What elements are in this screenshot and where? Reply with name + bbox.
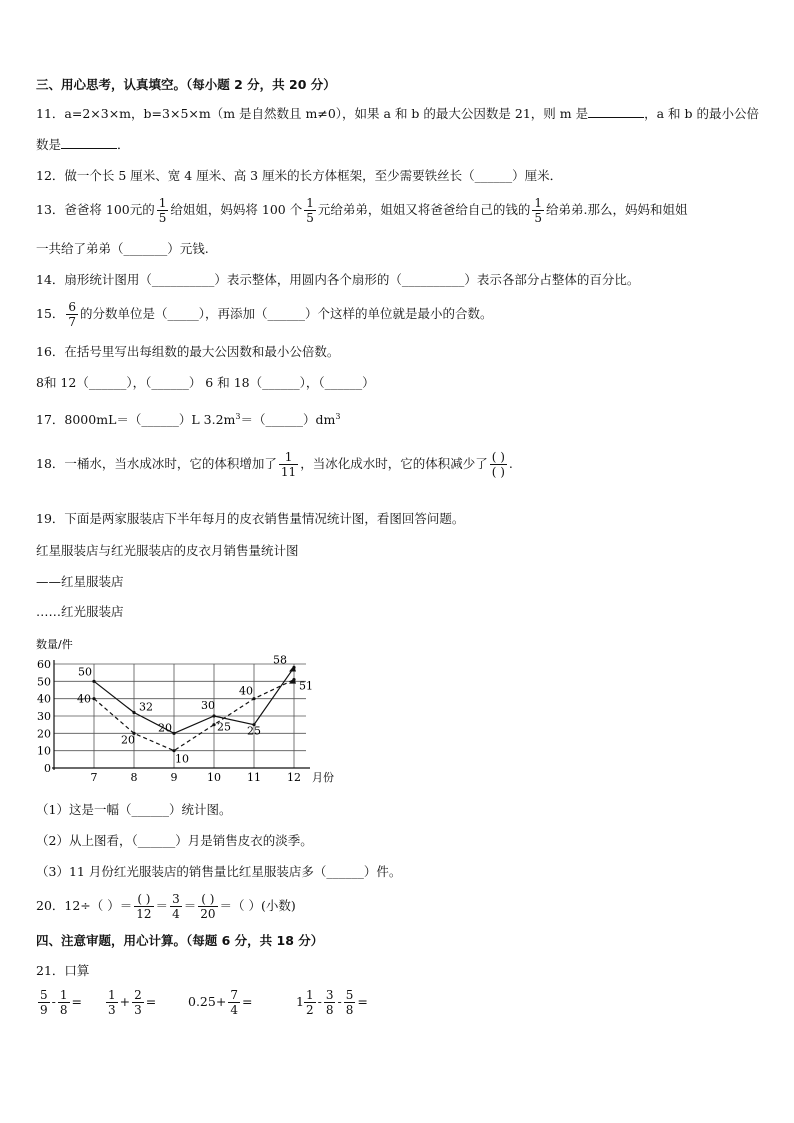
data-point xyxy=(212,723,215,726)
answer-fraction-blank[interactable]: $\frac{( )}{12}$ xyxy=(136,892,152,921)
data-point xyxy=(92,680,95,683)
q13-text-c: 元给弟弟，姐姐又将爸爸给自己的钱的 xyxy=(317,202,531,217)
q17-sup-2: 3 xyxy=(335,412,341,421)
answer-blank[interactable] xyxy=(61,134,117,149)
fraction: $\frac{1}{5}$ xyxy=(306,196,314,225)
q13-text-b: 给姐姐，妈妈将 100 个 xyxy=(170,202,303,217)
q17-text-a: 17．8000mL＝（______）L 3.2m xyxy=(36,412,236,427)
fraction: $\frac{6}{7}$ xyxy=(68,300,77,329)
section4-heading: 四、注意审题，用心计算。（每题 6 分，共 18 分） xyxy=(36,933,324,948)
question-13-line1 xyxy=(36,196,687,225)
q11-text-d: ． xyxy=(117,137,130,152)
x-tick-label: 11 xyxy=(247,771,261,784)
fraction: $\frac{1}{5}$ xyxy=(534,196,542,225)
q20-text-a: 20．12÷（ ）＝ xyxy=(36,898,133,913)
data-point xyxy=(172,732,175,735)
fraction: $\frac{5}{8}$ xyxy=(345,988,354,1017)
q17-sup-1: 3 xyxy=(235,412,241,421)
data-point xyxy=(132,711,135,714)
question-14: 14．扇形统计图用（__________）表示整体，用圆内各个扇形的（__________）表示各部分占整体的百分比。 xyxy=(36,272,640,287)
answer-fraction-blank[interactable]: $\frac{( )}{( )}$ xyxy=(491,450,505,479)
answer-fraction-blank[interactable]: $\frac{( )}{20}$ xyxy=(200,892,216,921)
fraction: $\frac{5}{9}$ xyxy=(40,988,48,1017)
data-label: 25 xyxy=(247,724,261,738)
data-label: 10 xyxy=(175,752,189,766)
data-label: 30 xyxy=(201,699,215,712)
question-18 xyxy=(36,450,513,479)
fraction: $\frac{1}{3}$ xyxy=(108,988,116,1017)
oral-calc-4: 1 $\frac{1}{2}$ - $\frac{3}{8}$ - $\frac{5}{8}$ = xyxy=(296,988,368,1017)
equals-sign: ＝ xyxy=(183,898,197,913)
question-13-line2: 一共给了弟弟（_______）元钱. xyxy=(36,241,209,256)
q15-prefix: 15． xyxy=(36,306,65,321)
q13-text-a: 13．爸爸将 100元的 xyxy=(36,202,155,217)
q13-text-d: 给弟弟.那么，妈妈和姐姐 xyxy=(546,202,688,217)
fraction: $\frac{7}{4}$ xyxy=(230,988,238,1017)
section3-heading: 三、用心思考，认真填空。（每小题 2 分，共 20 分） xyxy=(36,77,336,92)
legend-red-light: ……红光服装店 xyxy=(36,604,124,619)
data-label: 51 xyxy=(299,679,313,693)
fraction: $\frac{1}{11}$ xyxy=(280,450,297,479)
data-point xyxy=(92,697,95,700)
data-label: 50 xyxy=(78,665,92,679)
question-20 xyxy=(36,892,296,921)
data-label: 20 xyxy=(121,733,135,747)
y-tick-label: 10 xyxy=(37,744,51,758)
x-tick-label: 9 xyxy=(170,771,178,784)
chart-title: 红星服装店与红光服装店的皮衣月销售量统计图 xyxy=(36,543,299,558)
data-label: 40 xyxy=(239,684,253,698)
data-label: 32 xyxy=(139,700,153,714)
y-tick-label: 50 xyxy=(37,675,51,689)
fraction: $\frac{1}{8}$ xyxy=(59,988,68,1017)
question-16-pairs: 8和 12（______），（______） 6 和 18（______），（______） xyxy=(36,375,375,390)
q15-text: 的分数单位是（_____），再添加（______）个这样的单位就是最小的合数。 xyxy=(80,306,493,321)
y-tick-label: 20 xyxy=(37,727,51,741)
oral-calc-1: $\frac{5}{9}$ - $\frac{1}{8}$ = xyxy=(40,988,82,1017)
q18-end: . xyxy=(508,456,513,471)
fraction: $\frac{2}{3}$ xyxy=(134,988,142,1017)
y-tick-label: 0 xyxy=(44,762,51,775)
x-tick-label: 10 xyxy=(207,771,221,784)
data-label: 20 xyxy=(158,721,172,735)
q18-text-b: ，当冰化成水时，它的体积减少了 xyxy=(300,456,488,471)
y-axis-label: 数量/件 xyxy=(36,638,73,651)
data-label: 25 xyxy=(217,720,231,734)
question-19: 19．下面是两家服装店下半年每月的皮衣销售量情况统计图，看图回答问题。 xyxy=(36,511,465,526)
y-tick-label: 40 xyxy=(37,692,51,706)
x-tick-label: 7 xyxy=(90,771,98,784)
question-11-line1 xyxy=(36,103,759,123)
oral-calc-3: 0.25+ $\frac{7}{4}$ = xyxy=(188,988,253,1017)
q11-text-c: 数是 xyxy=(36,137,62,152)
legend-red-star: ——红星服装店 xyxy=(36,574,124,589)
question-19-sub1: （1）这是一幅（______）统计图。 xyxy=(36,802,232,817)
answer-blank[interactable] xyxy=(588,103,644,118)
x-axis-label: 月份 xyxy=(312,771,334,784)
x-tick-label: 8 xyxy=(130,771,138,784)
data-label: 58 xyxy=(273,653,287,667)
data-label: 40 xyxy=(77,692,91,706)
q17-text-b: ＝（______）dm xyxy=(240,412,336,427)
question-11-line2 xyxy=(36,134,130,154)
x-tick-label: 12 xyxy=(287,771,301,784)
question-21-title: 21．口算 xyxy=(36,963,90,978)
data-point xyxy=(212,714,215,717)
q20-text-b: ＝（ ）(小数) xyxy=(219,898,296,913)
q11-text-a: 11．a=2×3×m，b=3×5×m（m 是自然数且 m≠0），如果 a 和 b 的最大公因数是 21，则 m 是 xyxy=(36,106,589,121)
q11-text-b: ，a 和 b 的最小公倍 xyxy=(644,106,759,121)
y-tick-label: 60 xyxy=(37,658,51,671)
series-line-1 xyxy=(94,667,294,733)
question-12: 12．做一个长 5 厘米、宽 4 厘米、高 3 厘米的长方体框架，至少需要铁丝长（______）厘米． xyxy=(36,168,563,183)
fraction: $\frac{1}{2}$ xyxy=(305,988,314,1017)
fraction: $\frac{3}{8}$ xyxy=(325,988,334,1017)
equals-sign: ＝ xyxy=(155,898,169,913)
q18-text-a: 18．一桶水，当水成冰时，它的体积增加了 xyxy=(36,456,277,471)
question-19-sub2: （2）从上图看，（______）月是销售皮衣的淡季。 xyxy=(36,833,313,848)
fraction: $\frac{3}{4}$ xyxy=(172,892,180,921)
question-15 xyxy=(36,300,493,329)
fraction: $\frac{1}{5}$ xyxy=(158,196,167,225)
oral-calc-2: $\frac{1}{3}$ + $\frac{2}{3}$ = xyxy=(108,988,157,1017)
question-19-sub3: （3）11 月份红光服装店的销售量比红星服装店多（______）件。 xyxy=(36,864,402,879)
question-16: 16．在括号里写出每组数的最大公因数和最小公倍数。 xyxy=(36,344,340,359)
line-chart xyxy=(34,634,354,786)
question-17 xyxy=(36,411,340,429)
y-tick-label: 30 xyxy=(37,710,51,723)
